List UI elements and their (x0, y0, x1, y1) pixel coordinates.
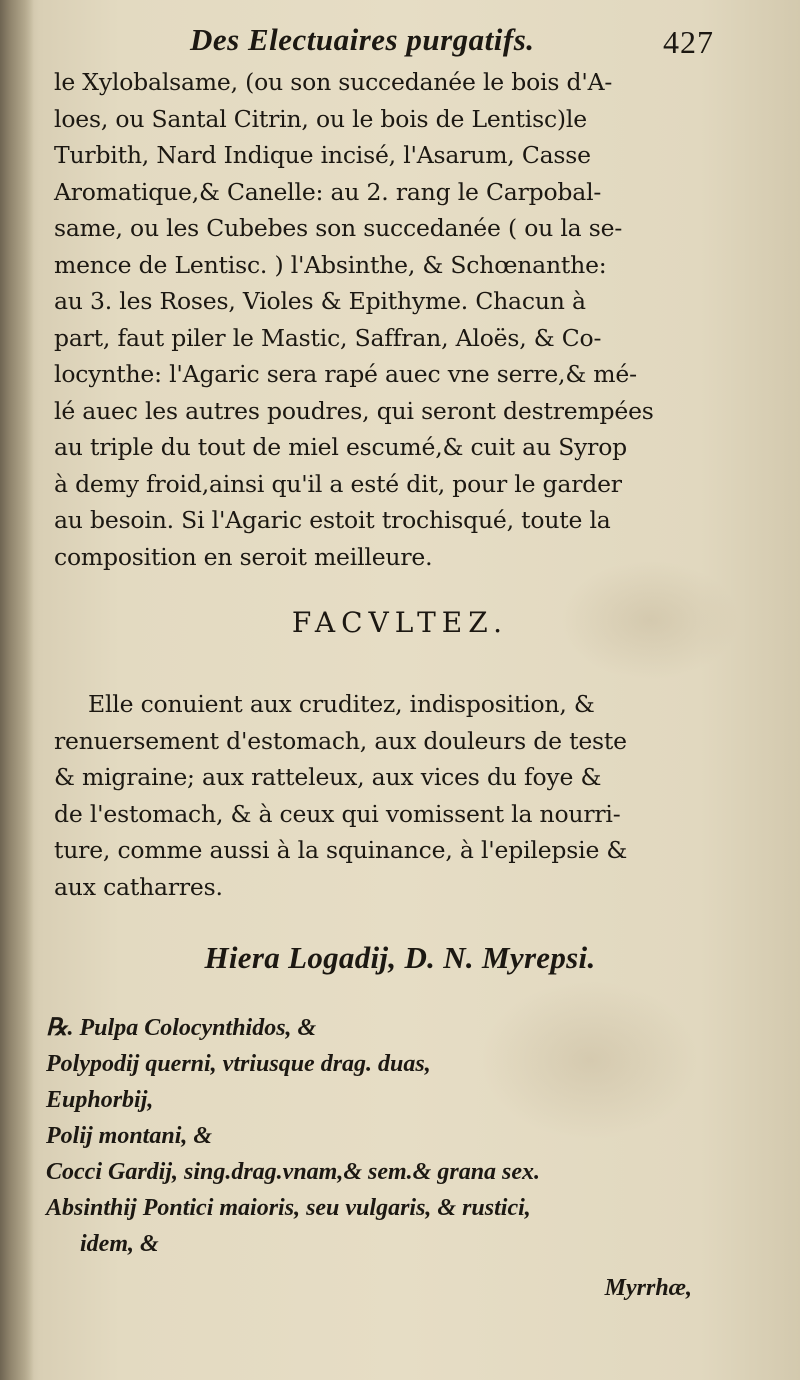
text-line: part, faut piler le Mastic, Saffran, Aloës, & Co- (54, 323, 602, 352)
ingredient-line: Euphorbij, (46, 1087, 154, 1113)
text-line: Elle conuient aux cruditez, indisposition, & (88, 690, 595, 718)
text-line: le Xylobalsame, (ou son succedanée le bois d'A- (54, 68, 613, 96)
text-line: & migraine; aux ratteleux, aux vices du foye & (54, 763, 602, 791)
ingredient-line: Polij montani, & (46, 1123, 213, 1149)
text-line: Turbith, Nard Indique incisé, l'Asarum, Casse (54, 141, 591, 169)
faculty-paragraph (54, 686, 710, 905)
text-line: loes, ou Santal Citrin, ou le bois de Lentisc)le (54, 104, 587, 133)
section-heading: FACVLTEZ. (291, 606, 509, 639)
ingredient-line: Cocci Gardij, sing.drag.vnam,& sem.& grana sex. (46, 1159, 541, 1185)
text-line: à demy froid,ainsi qu'il a esté dit, pour le garder (54, 469, 622, 498)
text-line: Aromatique,& Canelle: au 2. rang le Carpobal- (54, 177, 602, 206)
running-header (190, 22, 750, 66)
text-line: de l'estomach, & à ceux qui vomissent la nourri- (54, 799, 621, 828)
text-line: composition en seroit meilleure. (54, 542, 433, 571)
ingredient-line: Polypodij querni, vtriusque drag. duas, (46, 1051, 431, 1077)
text-line: au besoin. Si l'Agaric estoit trochisqué, toute la (54, 506, 611, 534)
text-line: same, ou les Cubebes son succedanée ( ou la se- (54, 214, 623, 242)
text-line: locynthe: l'Agaric sera rapé auec vne serre,& mé- (54, 360, 637, 388)
page-number: 427 (663, 24, 714, 60)
text-line: ture, comme aussi à la squinance, à l'epilepsie & (54, 836, 628, 864)
recipe-title: Hiera Logadij, D. N. Myrepsi. (204, 940, 596, 975)
recipe-paragraph (54, 64, 710, 575)
ingredient-line: Absinthij Pontici maioris, seu vulgaris, & rustici, (46, 1195, 531, 1221)
text-line: aux catharres. (54, 872, 223, 901)
text-line: lé auec les autres poudres, qui seront destrempées (54, 396, 654, 425)
running-title: Des Electuaires purgatifs. (190, 22, 535, 57)
catchword: Myrrhæ, (604, 1275, 692, 1301)
text-line: au triple du tout de miel escumé,& cuit au Syrop (54, 433, 628, 461)
ingredient-list (46, 1010, 726, 1306)
text-line: au 3. les Roses, Violes & Epithyme. Chacun à (54, 287, 586, 315)
ingredient-line: idem, & (80, 1231, 159, 1257)
ingredient-line: ℞. Pulpa Colocynthidos, & (46, 1015, 317, 1041)
text-line: mence de Lentisc. ) l'Absinthe, & Schœnanthe: (54, 250, 607, 279)
text-line: renuersement d'estomach, aux douleurs de teste (54, 726, 627, 755)
book-gutter-shadow (0, 0, 34, 1380)
